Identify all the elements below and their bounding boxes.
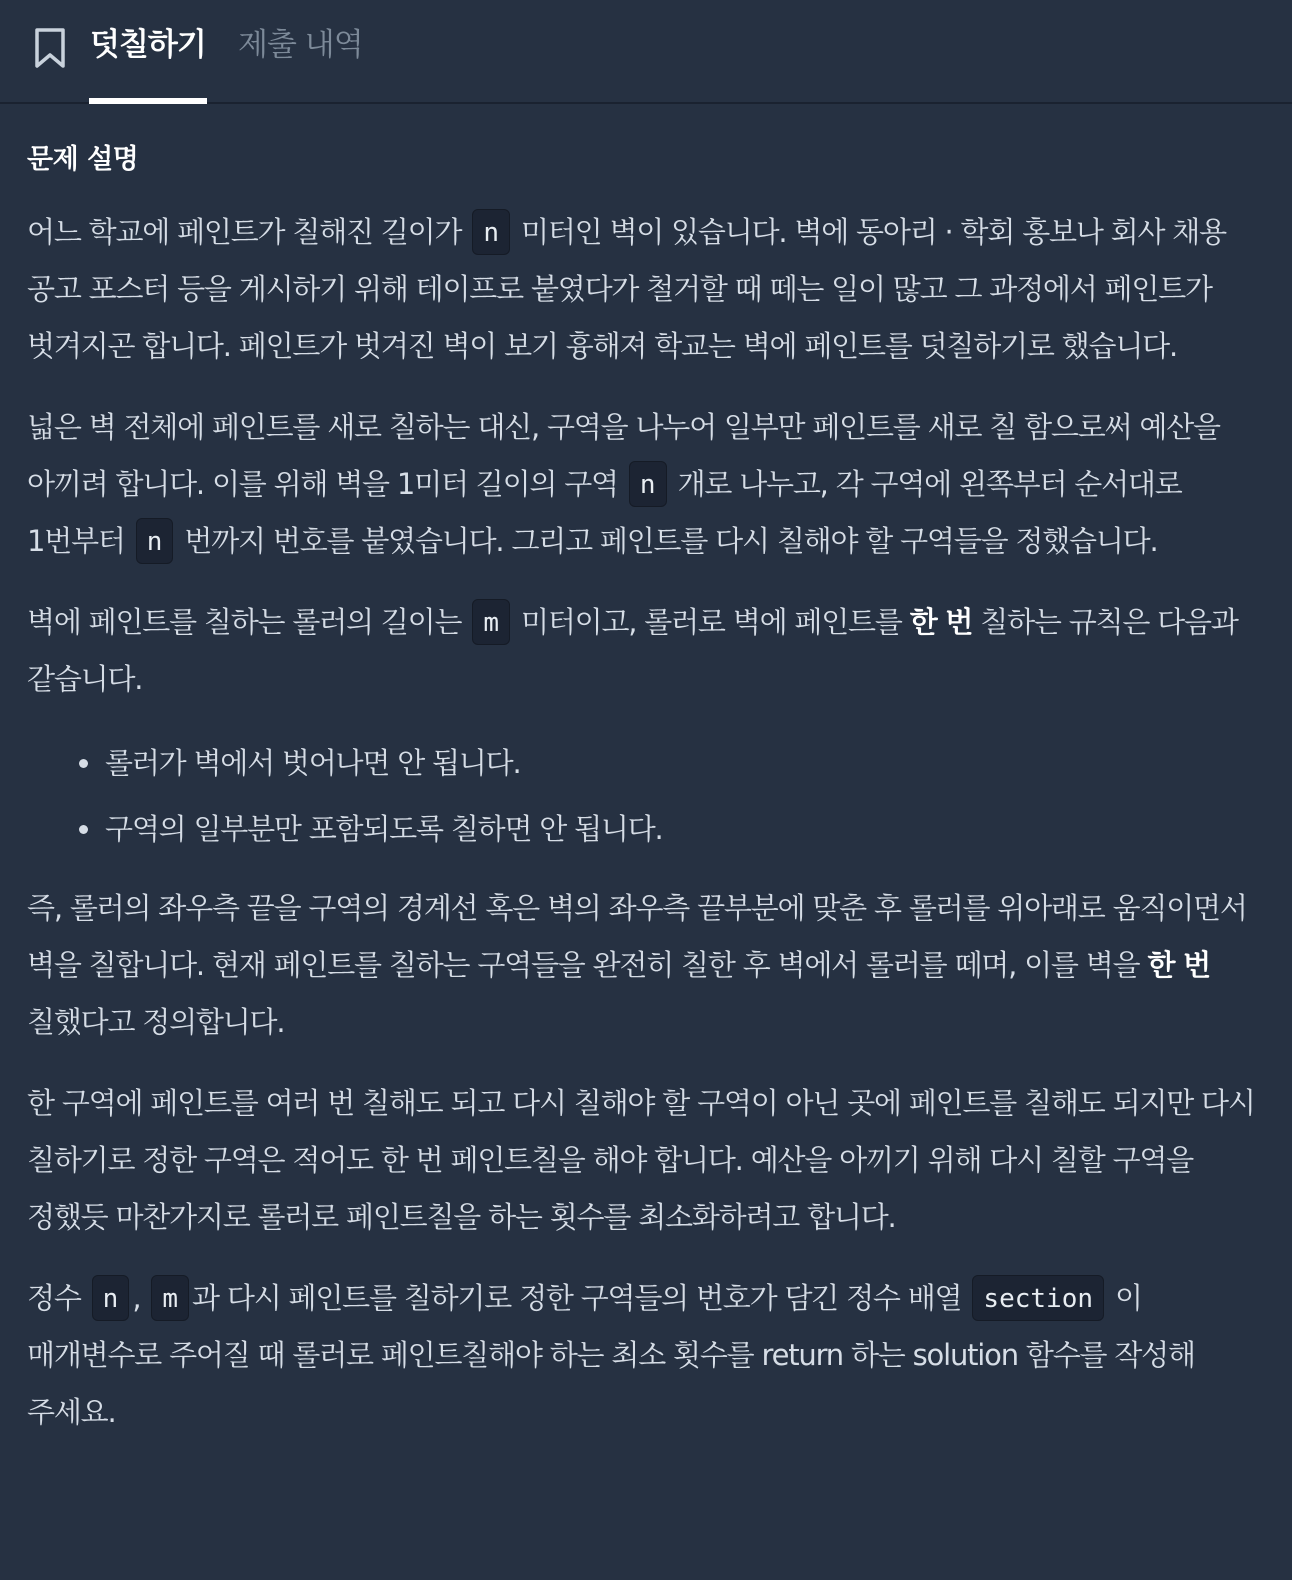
paragraph-text: 번까지 번호를 붙였습니다. 그리고 페인트를 다시 칠해야 할 구역들을 정했습니다. (184, 524, 1158, 558)
paragraph-text: 즉, 롤러의 좌우측 끝을 구역의 경계선 혹은 벽의 좌우측 끝부분에 맞춘 후 롤러를 위아래로 움직이면서 벽을 칠합니다. 현재 페인트를 칠하는 구역들을 완전히 칠한 후 벽에서 롤러를 떼며, 이를 벽을 (27, 891, 1247, 982)
paragraph-text: 미터인 벽이 있습니다. 벽에 동아리 · 학회 홍보나 회사 채용 공고 포스터 등을 게시하기 위해 테이프로 붙였다가 철거할 때 떼는 일이 많고 그 과정에서 페인트가 벗겨지곤 합니다. 페인트가 벗겨진 벽이 보기 흉해져 학교는 벽에 페인트를 덧칠하기로 했습니다. (27, 215, 1226, 363)
paragraph-text: 넓은 벽 전체에 페인트를 새로 칠하는 대신, 구역을 나누어 일부만 페인트를 새로 칠 함으로써 예산을 아끼려 합니다. 이를 위해 벽을 1미터 길이의 구역 (27, 410, 1220, 501)
inline-code: n (136, 518, 174, 564)
paragraph-text: 이 매개변수로 주어질 때 롤러로 페인트칠해야 하는 최소 횟수를 return 하는 solution 함수를 작성해 주세요. (27, 1281, 1195, 1429)
list-item-text: 구역의 일부분만 포함되도록 칠하면 안 됩니다. (105, 812, 663, 846)
separator-text: , (132, 1281, 141, 1315)
paragraph-text: 칠했다고 정의합니다. (27, 1005, 285, 1039)
inline-code: n (92, 1275, 130, 1321)
rules-list (27, 730, 1270, 862)
tab-problem[interactable]: 덧칠하기 (90, 27, 206, 63)
inline-code: m (472, 599, 510, 645)
inline-code: section (972, 1275, 1104, 1321)
paragraph-5: 한 구역에 페인트를 여러 번 칠해도 되고 다시 칠해야 할 구역이 아닌 곳에 페인트를 칠해도 되지만 다시 칠하기로 정한 구역은 적어도 한 번 페인트칠을 해야 합니다. 예산을 아끼기 위해 다시 칠할 구역을 정했듯 마찬가지로 롤러로 페인트칠을 하는 횟수를 최소화하려고 합니다. (27, 1086, 1255, 1234)
section-title: 문제 설명 (27, 144, 139, 175)
active-tab-indicator (89, 98, 207, 104)
paragraph-2 (27, 399, 1270, 570)
paragraph-text: 미터이고, 롤러로 벽에 페인트를 (521, 605, 902, 639)
paragraph-text: 칠하는 규칙은 다음과 같습니다. (27, 605, 1238, 696)
tab-bar (0, 0, 1292, 104)
list-item (105, 730, 1270, 796)
paragraph-4 (27, 880, 1270, 1051)
paragraph-text: 과 다시 페인트를 칠하기로 정한 구역들의 번호가 담긴 정수 배열 (192, 1281, 962, 1315)
bookmark-icon[interactable] (34, 28, 66, 68)
bullet-icon (79, 825, 88, 834)
paragraph-text: 정수 (27, 1281, 81, 1315)
inline-code: m (151, 1275, 189, 1321)
paragraph-text: 벽에 페인트를 칠하는 롤러의 길이는 (27, 605, 462, 639)
bullet-icon (79, 759, 88, 768)
emphasis-text: 한 번 (909, 605, 973, 639)
problem-description (0, 140, 1292, 1441)
inline-code: n (472, 209, 510, 255)
paragraph-text: 개로 나누고, 각 구역에 왼쪽부터 순서대로 1번부터 (27, 467, 1182, 558)
emphasis-text: 한 번 (1147, 948, 1210, 982)
list-item-text: 롤러가 벽에서 벗어나면 안 됩니다. (105, 746, 521, 780)
paragraph-6 (27, 1270, 1270, 1441)
paragraph-text: 어느 학교에 페인트가 칠해진 길이가 (27, 215, 462, 249)
inline-code: n (629, 461, 667, 507)
tab-submissions[interactable]: 제출 내역 (238, 27, 363, 63)
paragraph-1 (27, 204, 1270, 375)
paragraph-3 (27, 594, 1270, 708)
list-item (105, 796, 1270, 862)
